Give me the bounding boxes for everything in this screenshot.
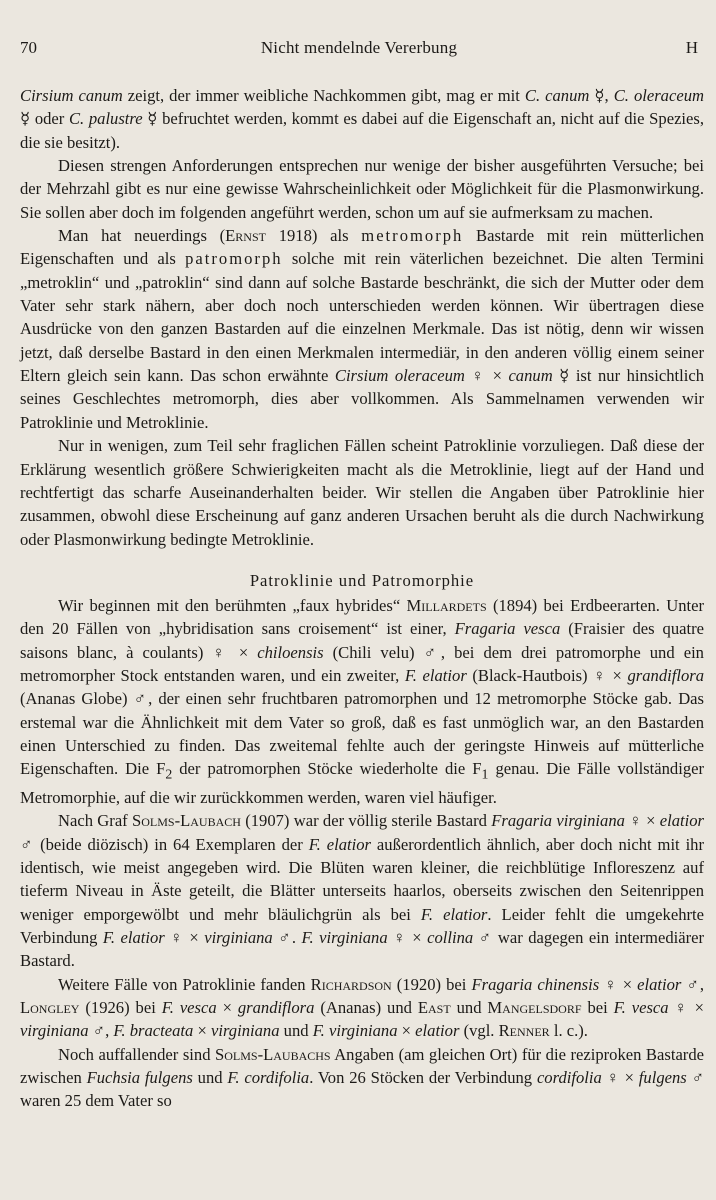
italic-span: Fragaria virginiana — [491, 811, 625, 831]
page-header — [20, 38, 698, 60]
text-run: ♀ × — [387, 928, 428, 947]
text-run: zeigt, der immer weibliche Nachkommen gibt, mag er mit — [122, 86, 525, 105]
italic-span: Fragaria chinensis — [471, 974, 600, 994]
text-run: Noch auffallender sind — [58, 1044, 216, 1064]
author-name: Longley — [20, 998, 80, 1018]
text-run: der patromorphen Stöcke wiederholte die F — [172, 759, 482, 779]
paragraph-group-2 — [20, 594, 704, 1113]
text-run: ☿, — [589, 86, 614, 105]
text-run: Angaben (am gleichen Ort) für die reziproken Bastarde zwischen — [20, 1044, 704, 1088]
text-run: (Black-Hautbois) ♀ × — [466, 665, 628, 685]
italic-span: elatior — [637, 974, 682, 994]
text-run: ☿ befruchtet werden, kommt es dabei auf die Eigenschaft an, nicht auf die Spezies, die sie besitzt). — [20, 109, 705, 152]
italic-span: C. oleraceum — [613, 86, 704, 105]
section-title: Patroklinie und Patromorphie — [249, 570, 475, 590]
text-run: ♀ × — [668, 998, 704, 1018]
italic-span: F. elatior — [308, 834, 371, 854]
text-run: × — [193, 1021, 211, 1041]
text-run: ♂ waren 25 dem Vater so — [20, 1068, 705, 1111]
signature-mark: H — [685, 38, 698, 57]
text-run: Diesen strengen Anforderungen entsprechen nur wenige der bisher ausgeführten Versuche; bei der Mehrzahl gibt es nur eine gewisse Wahrscheinlichkeit oder Möglichkeit für die Plasmonwirkung. Sie sollen aber doch im folgenden angeführt werden, schon um auf sie aufmerksam zu machen. — [20, 156, 704, 222]
text-run: 1918) als — [265, 226, 362, 246]
italic-span: F. vesca — [161, 998, 217, 1018]
italic-span: elatior — [415, 1021, 460, 1041]
paragraph-group-1 — [20, 84, 704, 551]
text-run: (Chili velu) ♂, bei dem drei patromorphe und ein metromorpher Stock entstanden waren, und ein zweiter, — [20, 642, 704, 685]
text-run: und — [192, 1068, 228, 1088]
spaced-term: metromorph — [361, 226, 464, 246]
text-run: × — [216, 998, 238, 1018]
text-run: (1926) bei — [79, 998, 162, 1018]
paragraph — [20, 594, 704, 809]
text-run: ♂, — [88, 1021, 114, 1041]
italic-span: C. canum — [524, 86, 590, 105]
author-name: Ernst — [225, 226, 266, 246]
paragraph — [20, 154, 704, 224]
italic-span: F. bracteata — [113, 1021, 194, 1041]
text-run: × — [397, 1021, 416, 1041]
text-run: (Ananas) und — [314, 998, 418, 1018]
italic-span: virginiana — [204, 928, 273, 947]
italic-span: Fuchsia fulgens — [86, 1068, 193, 1088]
text-run: ♀ × — [464, 366, 509, 386]
text-run: und — [279, 1021, 313, 1041]
text-run: Weitere Fälle von Patroklinie fanden — [58, 974, 311, 994]
text-run: ☿ oder — [20, 109, 69, 129]
author-name: East — [417, 998, 451, 1018]
text-run: und — [450, 998, 488, 1018]
text-run: (1894) bei Erdbeerarten. Unter den 20 Fällen von „hybridisation sans croisement“ ist einer, — [20, 595, 704, 639]
subscript: 2 — [165, 766, 173, 782]
paragraph — [20, 809, 704, 972]
text-run: ♂ (beide diözisch) in 64 Exemplaren der — [20, 834, 309, 854]
page-number: 70 — [20, 38, 37, 57]
text-run: ♂. — [272, 928, 302, 947]
italic-span: fulgens — [638, 1068, 687, 1088]
text-run: ♀ × — [601, 1068, 639, 1088]
italic-span: C. palustre — [68, 109, 143, 129]
text-run: ♀ × — [164, 928, 205, 947]
paragraph — [20, 434, 704, 551]
italic-span: F. elatior — [102, 928, 165, 947]
text-run: (Fraisier des quatre saisons blanc, à coulants) ♀ × — [20, 619, 704, 662]
text-run: . Von 26 Stöcken der Verbindung — [309, 1068, 537, 1088]
text-run: ♀ × — [599, 974, 638, 994]
author-name: Solms-Laubachs — [215, 1044, 331, 1064]
italic-span: canum — [508, 366, 553, 386]
italic-span: collina — [427, 928, 474, 947]
italic-span: chiloensis — [257, 642, 324, 662]
italic-span: virginiana — [210, 1021, 280, 1041]
text-run: Bastarde mit rein mütterlichen Eigenschaften und als — [20, 226, 705, 269]
italic-span: grandiflora — [627, 665, 705, 685]
paragraph — [20, 1043, 704, 1113]
text-run: außerordentlich ähnlich, aber doch nicht mit ihr identisch, wie meist angegeben wird. Die Blüten waren kleiner, die reichblütige Infloreszenz auf tieferm Niveau in Äste geteilt, die Blätter unterseits haarlos, oberseits zwischen den Seitenrippen weniger emporgewölbt und mehr bläulichgrün als bei — [20, 834, 705, 924]
italic-span: Fragaria vesca — [454, 619, 561, 639]
italic-span: cordifolia — [536, 1068, 602, 1088]
text-run: Nach Graf — [58, 811, 133, 831]
italic-span: F. vesca — [613, 998, 669, 1018]
text-run: ♂ war dagegen ein intermediärer Bastard. — [20, 928, 705, 971]
text-run: Wir beginnen mit den berühmten „faux hybrides“ — [58, 595, 407, 615]
text-run: ♂, — [681, 974, 704, 994]
text-run: (vgl. — [459, 1021, 499, 1041]
running-title: Nicht mendelnde Vererbung — [260, 38, 458, 57]
author-name: Richardson — [310, 974, 392, 994]
author-name: Mangelsdorf — [487, 998, 582, 1018]
spaced-term: patromorph — [185, 249, 283, 269]
text-run: ♀ × — [624, 811, 660, 831]
paragraph — [20, 224, 704, 434]
text-run: l. c.). — [549, 1021, 588, 1041]
text-run: solche mit rein väterlichen bezeichnet. Die alten Termini „metroklin“ und „patroklin“ sind dann auf solche Bastarde beschränkt, die sich der Mutter oder dem Vater sehr stark nähern, aber doch noch unterschieden werden können. Wir übertragen diese Ausdrücke von den ganzen Bastarden auf die einzelnen Merkmale. Das ist nötig, denn wir wissen jetzt, daß derselbe Bastard in den einen Merkmalen intermediär, in den anderen völlig einem seiner Eltern gleich sein kann. Das schon erwähnte — [20, 249, 704, 386]
text-run: (1920) bei — [391, 974, 472, 994]
paragraph — [20, 84, 704, 154]
paragraph — [20, 973, 704, 1043]
body-text — [20, 84, 704, 1113]
italic-span: F. cordifolia — [227, 1068, 310, 1088]
text-run: (Ananas Globe) ♂, der einen sehr fruchtbaren patromorphen und 12 metromorphe Stöcke gab. Das erstemal war die Ähnlichkeit mit dem Vater so groß, daß es fast unmöglich war, an den Bastarden einen Unterschied zu finden. Das zweitemal fehlte auch der geringste Hinweis auf mütterliche Eigenschaften. Die F — [20, 689, 704, 779]
subscript: 1 — [481, 766, 489, 782]
italic-span: Cirsium oleraceum — [334, 366, 465, 386]
italic-span: F. virginiana — [301, 928, 388, 947]
text-run: bei — [581, 998, 614, 1018]
italic-span: F. elatior — [404, 665, 467, 685]
text-run: Man hat neuerdings ( — [58, 226, 226, 246]
text-run: ☿ ist nur hinsichtlich seines Geschlechtes metromorph, dies aber vollkommen. Als Sammelnamen verwenden wir Patroklinie und Metroklinie. — [20, 366, 704, 432]
italic-span: Cirsium canum — [20, 86, 123, 105]
text-run: . Leider fehlt die umgekehrte Verbindung — [20, 904, 705, 947]
italic-span: virginiana — [20, 1021, 89, 1041]
text-run: genau. Die Fälle vollständiger Metromorphie, auf die wir zurückkommen werden, waren viel häufiger. — [20, 759, 705, 807]
italic-span: F. virginiana — [312, 1021, 398, 1041]
text-run: (1907) war der völlig sterile Bastard — [240, 811, 492, 831]
author-name: Solms-Laubach — [132, 811, 241, 831]
italic-span: grandiflora — [237, 998, 315, 1018]
author-name: Millardets — [406, 595, 487, 615]
italic-span: F. elatior — [420, 904, 488, 924]
author-name: Renner — [498, 1021, 550, 1041]
text-run: Nur in wenigen, zum Teil sehr fraglichen Fällen scheint Patroklinie vorzuliegen. Daß diese der Erklärung wesentlich größere Schwierigkeiten macht als die Metroklinie, liegt auf der Hand und rechtfertigt das scharfe Auseinanderhalten beider. Wir stellen die Angaben über Patroklinie hier zusammen, obwohl diese Erscheinung auf ganz anderen Ursachen beruht als die durch Nachwirkung oder Plasmonwirkung bedingte Metroklinie. — [20, 436, 704, 549]
italic-span: elatior — [659, 811, 705, 831]
